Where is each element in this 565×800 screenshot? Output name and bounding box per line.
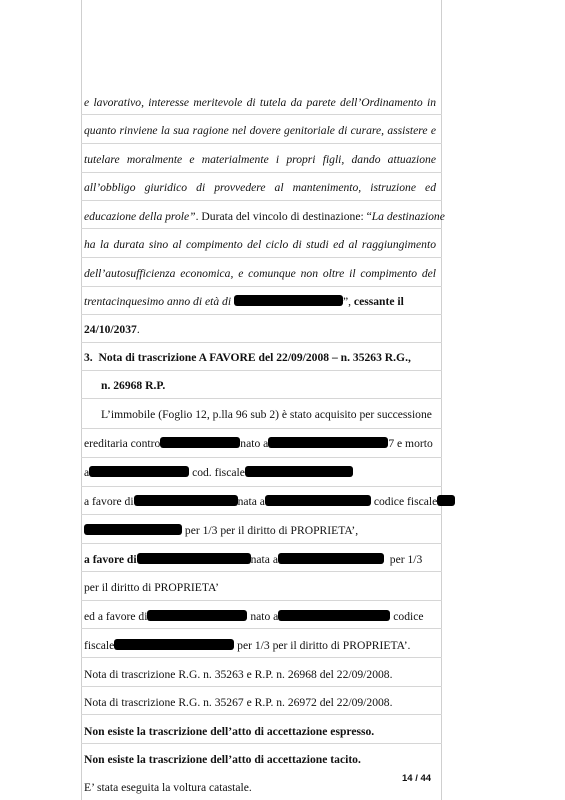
text-fragment: ”, <box>342 295 354 308</box>
rule-line <box>81 257 442 258</box>
text-line: per il diritto di PROPRIETA’ <box>84 581 219 594</box>
text-fragment: trentacinquesimo anno di età di <box>84 295 232 308</box>
text-fragment: . <box>136 323 140 336</box>
rule-line <box>81 543 442 544</box>
rule-line <box>81 571 442 572</box>
rule-line <box>81 714 442 715</box>
rule-line <box>81 172 442 173</box>
text-line: tutelare moralmente e materialmente i propri figli, dando attuazione <box>84 153 436 166</box>
text-line <box>84 210 445 224</box>
text-line: all’obbligo giuridico di provvedere al mantenimento, istruzione ed <box>84 181 436 194</box>
text-line: Nota di trascrizione R.G. n. 35263 e R.P. n. 26968 del 22/09/2008. <box>84 668 393 681</box>
text-fragment: fiscale <box>84 639 115 652</box>
text-line <box>84 524 436 538</box>
rule-line <box>81 486 442 487</box>
text-line <box>84 553 436 567</box>
rule-line <box>81 143 442 144</box>
text-line <box>84 610 436 624</box>
redaction-box <box>268 437 388 448</box>
margin-line-right <box>441 0 442 800</box>
text-line <box>84 437 436 451</box>
rule-line <box>81 743 442 744</box>
redaction-box <box>134 495 238 506</box>
text-line: Non esiste la trascrizione dell’atto di accettazione tacito. <box>84 753 361 766</box>
redaction-box <box>137 553 251 564</box>
text-fragment: a <box>84 466 90 479</box>
text-line: Nota di trascrizione R.G. n. 35267 e R.P. n. 26972 del 22/09/2008. <box>84 696 393 709</box>
redaction-box <box>278 610 390 621</box>
text-fragment: educazione della prole” <box>84 210 196 223</box>
text-fragment: per 1/3 <box>389 553 423 566</box>
rule-line <box>81 286 442 287</box>
text-fragment: a favore di <box>84 553 137 566</box>
redaction-box <box>114 639 234 650</box>
redaction-box <box>265 495 371 506</box>
text-line: Non esiste la trascrizione dell’atto di accettazione espresso. <box>84 725 375 738</box>
redaction-box <box>160 437 240 448</box>
text-line: quanto rinviene la sua ragione nel dovere genitoriale di curare, assistere e <box>84 124 436 137</box>
text-fragment: nato a <box>240 437 269 450</box>
section-number: 3. <box>84 351 93 364</box>
rule-line <box>81 398 442 399</box>
margin-line-left <box>81 0 82 800</box>
text-fragment: cessante il <box>353 295 404 308</box>
redaction-box <box>84 524 182 535</box>
redaction-box <box>437 495 455 506</box>
text-fragment: codice fiscale <box>373 495 438 508</box>
rule-line <box>81 314 442 315</box>
rule-line <box>81 457 442 458</box>
text-fragment: nata a <box>237 495 265 508</box>
rule-line <box>81 657 442 658</box>
text-fragment: ereditaria contro <box>84 437 161 450</box>
text-fragment: ed a favore di <box>84 610 148 623</box>
redaction-box <box>147 610 247 621</box>
section-heading-cont: n. 26968 R.P. <box>101 379 166 392</box>
text-line <box>84 495 436 509</box>
redaction-box <box>245 466 353 477</box>
rule-line <box>81 342 442 343</box>
section-heading <box>84 351 436 365</box>
text-fragment: codice <box>393 610 424 623</box>
text-fragment: 7 e morto <box>388 437 433 450</box>
text-line <box>84 323 436 337</box>
text-fragment: per 1/3 per il diritto di PROPRIETA’, <box>184 524 359 537</box>
rule-line <box>81 370 442 371</box>
text-fragment: . Durata del vincolo di destinazione: “ <box>195 210 372 223</box>
text-fragment: nato a <box>250 610 279 623</box>
section-heading-text: Nota di trascrizione A FAVORE del 22/09/2008 – n. 35263 R.G., <box>98 351 411 364</box>
text-line: L’immobile (Foglio 12, p.lla 96 sub 2) è stato acquisito per successione <box>101 408 432 421</box>
text-fragment: a favore di <box>84 495 134 508</box>
rule-line <box>81 114 442 115</box>
rule-line <box>81 686 442 687</box>
text-line <box>84 295 436 309</box>
text-line: e lavorativo, interesse meritevole di tutela da parete dell’Ordinamento in <box>84 96 436 109</box>
rule-line <box>81 600 442 601</box>
text-fragment: La destinazione <box>371 210 445 223</box>
text-fragment: nata a <box>250 553 278 566</box>
rule-line <box>81 514 442 515</box>
text-line: ha la durata sino al compimento del ciclo di studi ed al raggiungimento <box>84 238 436 251</box>
redaction-box <box>278 553 384 564</box>
text-fragment: per 1/3 per il diritto di PROPRIETA’. <box>237 639 411 652</box>
redaction-box <box>89 466 189 477</box>
redaction-box <box>234 295 343 306</box>
rule-line <box>81 228 442 229</box>
text-line: dell’autosufficienza economica, e comunque non oltre il compimento del <box>84 267 436 280</box>
text-line <box>84 639 436 653</box>
text-fragment: 24/10/2037 <box>84 323 137 336</box>
text-line: E’ stata eseguita la voltura catastale. <box>84 781 252 794</box>
text-fragment: cod. fiscale <box>192 466 245 479</box>
rule-line <box>81 628 442 629</box>
page-number: 14 / 44 <box>402 773 432 784</box>
text-line <box>84 466 436 480</box>
rule-line <box>81 200 442 201</box>
rule-line <box>81 428 442 429</box>
